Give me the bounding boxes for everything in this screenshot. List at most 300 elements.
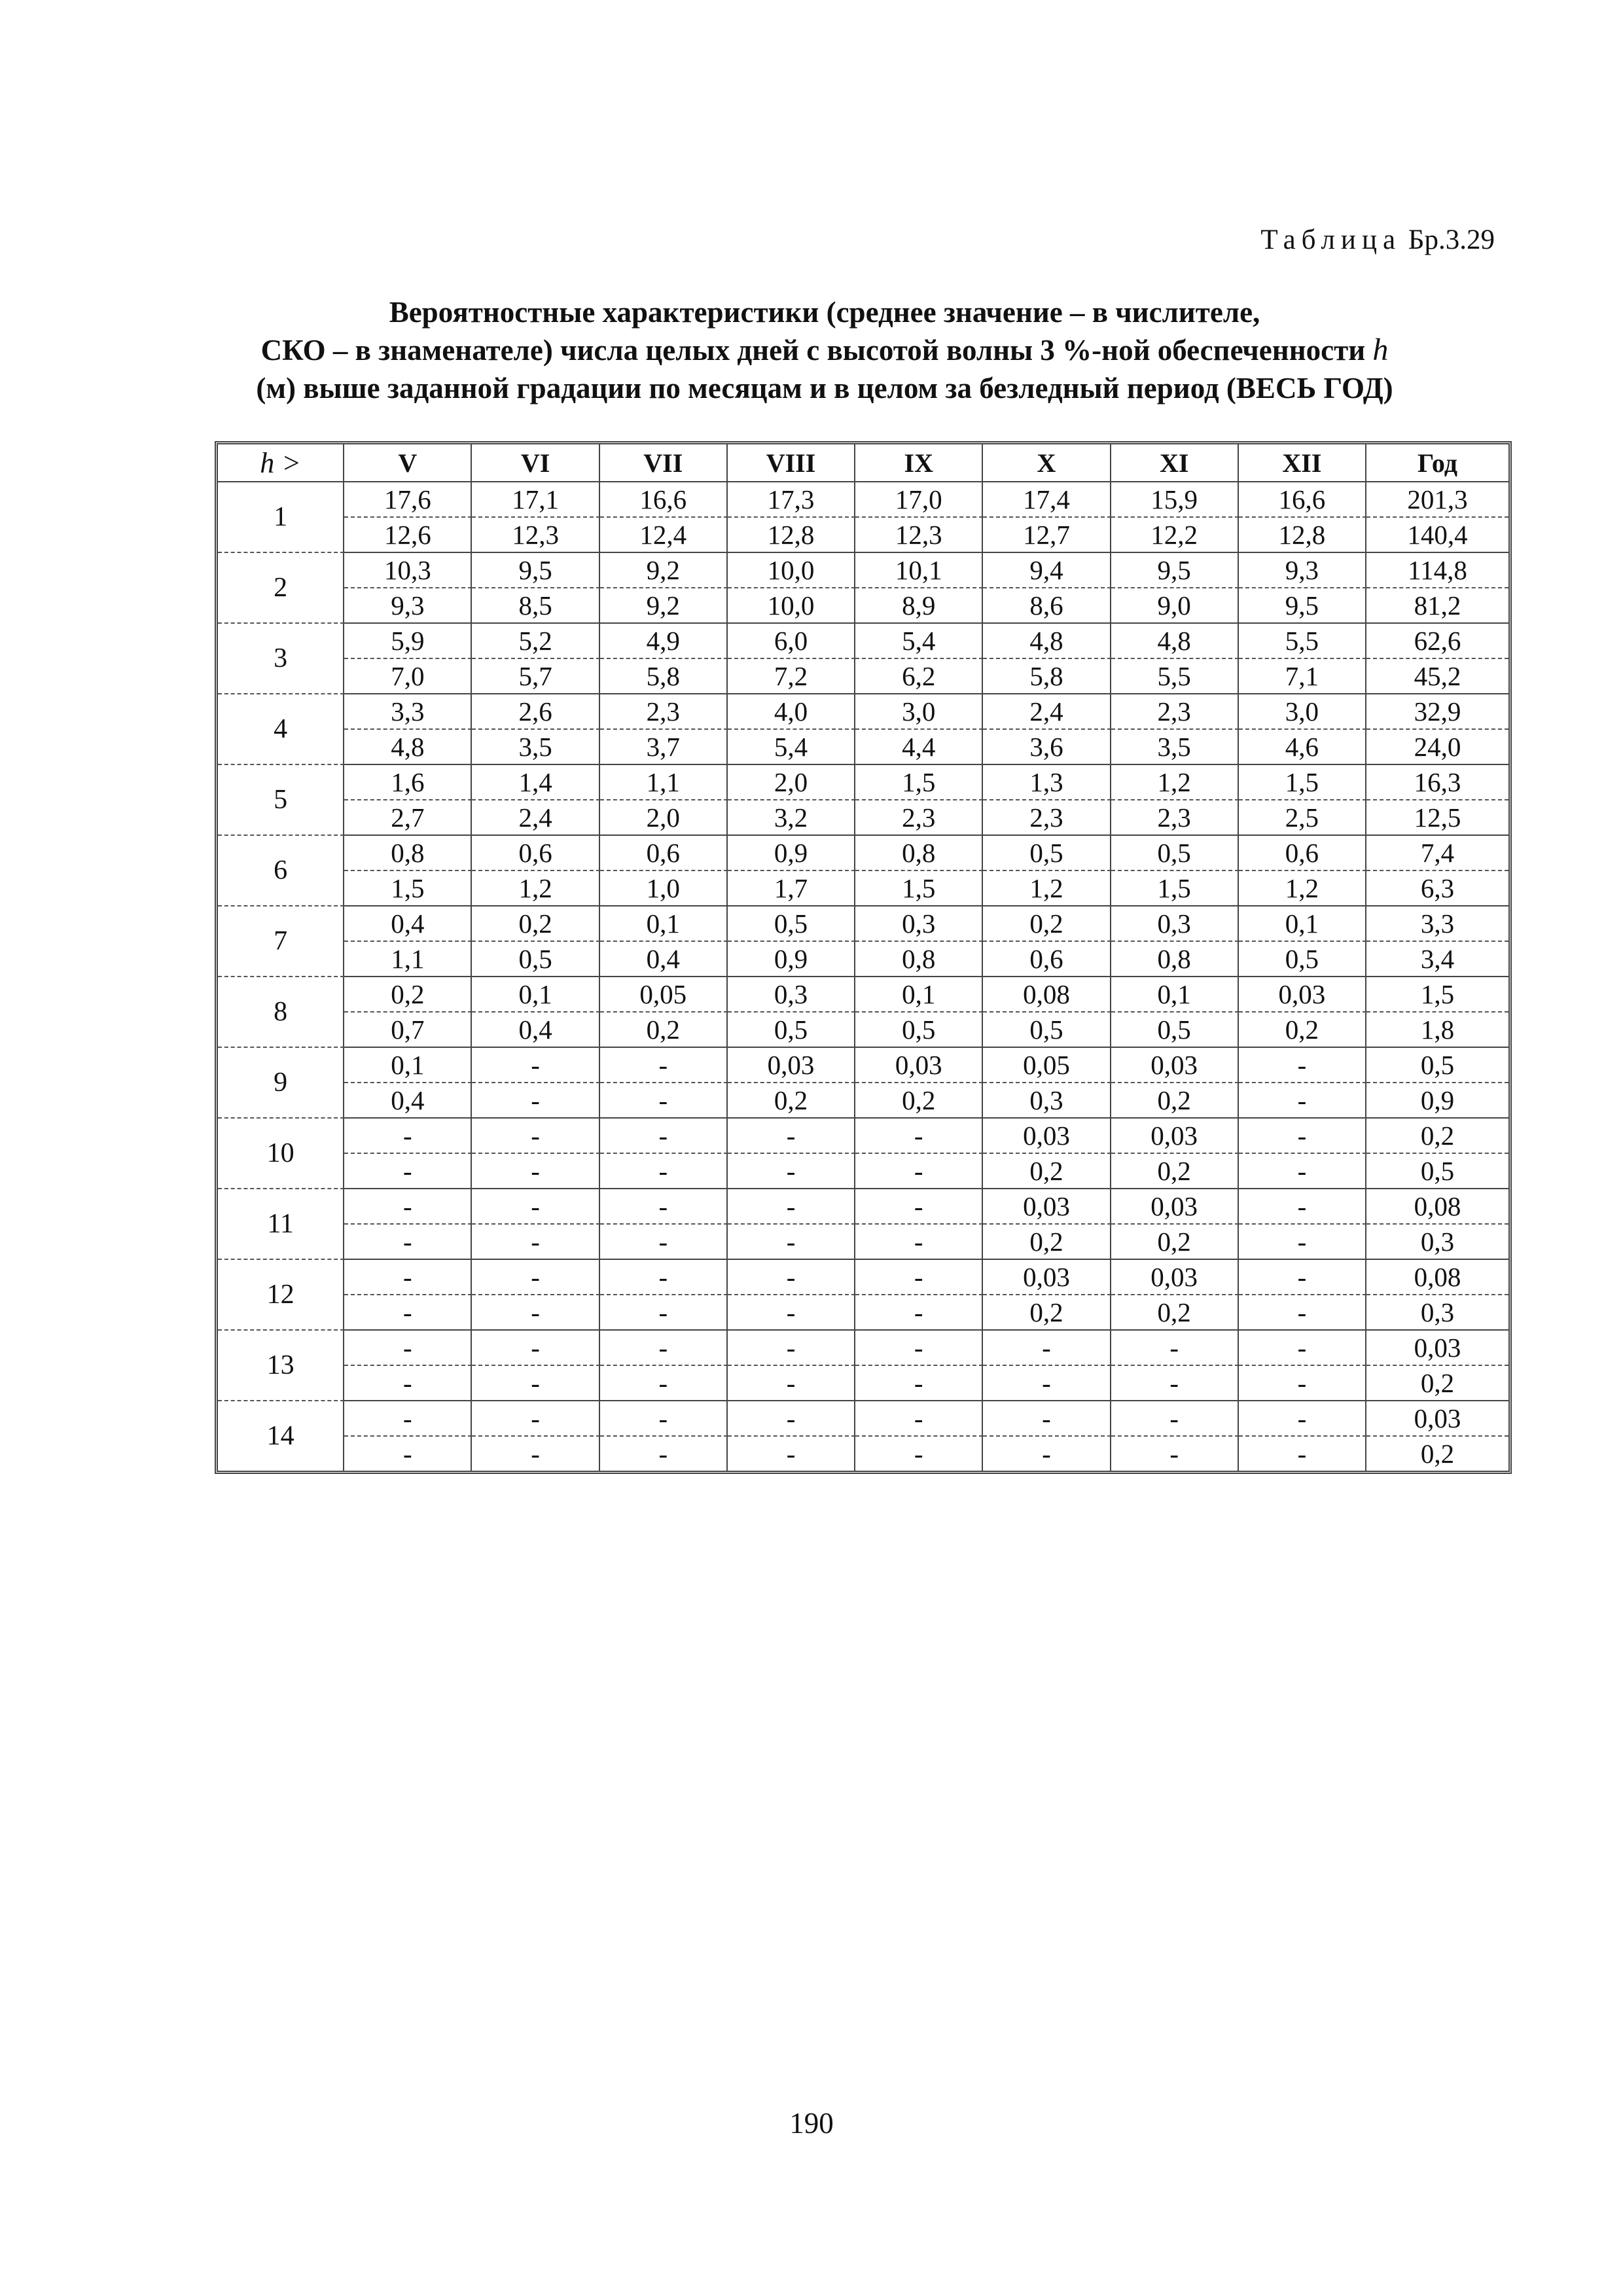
mean-cell: - [600, 1189, 728, 1225]
sd-cell: - [1239, 1083, 1366, 1119]
mean-cell: 16,6 [600, 482, 728, 518]
mean-cell: 0,03 [1239, 977, 1366, 1013]
sd-cell: 1,5 [344, 871, 472, 906]
table-row-sd [218, 1366, 1508, 1401]
mean-cell: 0,2 [472, 906, 599, 942]
mean-cell: 16,6 [1239, 482, 1366, 518]
sd-cell: 0,5 [1111, 1013, 1239, 1048]
mean-cell: - [855, 1401, 983, 1437]
sd-cell: - [600, 1295, 728, 1331]
sd-cell: 12,5 [1366, 800, 1508, 836]
mean-cell: 16,3 [1366, 765, 1508, 800]
mean-cell: 9,4 [983, 553, 1111, 588]
table-row-sd [218, 1295, 1508, 1331]
sd-cell: 45,2 [1366, 659, 1508, 694]
mean-cell: - [600, 1048, 728, 1083]
table-row-mean [218, 553, 1508, 588]
sd-cell: 8,5 [472, 588, 599, 624]
table-row-sd [218, 659, 1508, 694]
row-h-value: 9 [218, 1048, 344, 1119]
mean-cell: - [855, 1189, 983, 1225]
table-row-mean [218, 1119, 1508, 1154]
mean-cell: 1,3 [983, 765, 1111, 800]
header-h: h > [218, 444, 344, 482]
table-row-mean [218, 765, 1508, 800]
row-h-value: 8 [218, 977, 344, 1048]
mean-cell: 0,3 [855, 906, 983, 942]
sd-cell: 0,2 [1420, 1439, 1455, 1469]
sd-cell: 0,4 [344, 1083, 472, 1119]
sd-cell: 0,8 [855, 942, 983, 977]
sd-cell: 0,2 [600, 1013, 728, 1048]
sd-cell: - [855, 1437, 983, 1471]
mean-cell: 1,1 [600, 765, 728, 800]
sd-cell: - [472, 1083, 599, 1119]
mean-cell: - [472, 1189, 599, 1225]
sd-cell: 0,2 [1111, 1225, 1239, 1260]
table-row-sd [218, 1225, 1508, 1260]
mean-cell: 2,0 [728, 765, 855, 800]
mean-cell: 0,08 [983, 977, 1111, 1013]
sd-cell: 2,4 [472, 800, 599, 836]
sd-cell: 0,5 [1366, 1154, 1508, 1189]
sd-cell: - [728, 1437, 855, 1471]
mean-cell: - [728, 1119, 855, 1154]
mean-cell: 114,8 [1366, 553, 1508, 588]
mean-cell: - [855, 1260, 983, 1295]
table-caption [183, 293, 1466, 407]
sd-cell: 0,2 [1366, 1366, 1508, 1401]
sd-cell: - [855, 1225, 983, 1260]
sd-cell: 4,8 [344, 730, 472, 765]
mean-cell: - [983, 1401, 1111, 1437]
sd-cell: 0,5 [728, 1013, 855, 1048]
mean-cell: 0,03 [983, 1189, 1111, 1225]
sd-cell: - [344, 1225, 472, 1260]
mean-cell: 0,03 [1111, 1189, 1239, 1225]
sd-cell: 8,6 [983, 588, 1111, 624]
mean-cell: - [344, 1401, 472, 1437]
sd-cell: 140,4 [1366, 518, 1508, 553]
mean-cell: 0,5 [1111, 836, 1239, 871]
sd-cell: 1,2 [1239, 871, 1366, 906]
mean-cell: - [1111, 1331, 1239, 1366]
mean-cell: 0,8 [344, 836, 472, 871]
sd-cell: 0,2 [983, 1295, 1111, 1331]
sd-cell: 81,2 [1366, 588, 1508, 624]
sd-cell: - [344, 1437, 472, 1471]
sd-cell: 8,9 [855, 588, 983, 624]
sd-cell: 2,3 [1111, 800, 1239, 836]
mean-cell: 9,3 [1239, 553, 1366, 588]
sd-cell: - [600, 1225, 728, 1260]
sd-cell: - [1239, 1225, 1366, 1260]
mean-cell: 0,5 [1366, 1048, 1508, 1083]
mean-cell: - [983, 1331, 1111, 1366]
sd-cell: 12,8 [1239, 518, 1366, 553]
sd-cell: - [1111, 1366, 1239, 1401]
table-row-sd [218, 1154, 1508, 1189]
sd-cell: - [600, 1437, 728, 1471]
sd-cell: - [344, 1295, 472, 1331]
mean-cell: 17,1 [472, 482, 599, 518]
table-row-sd [218, 1083, 1508, 1119]
mean-cell: 9,2 [600, 553, 728, 588]
mean-cell: 5,9 [344, 624, 472, 659]
mean-cell: 6,0 [728, 624, 855, 659]
mean-cell: 0,3 [728, 977, 855, 1013]
mean-cell: 9,5 [472, 553, 599, 588]
mean-cell: 2,4 [983, 694, 1111, 730]
header-col-1: V [344, 444, 472, 482]
table-row-sd [218, 518, 1508, 553]
sd-cell: 3,4 [1366, 942, 1508, 977]
sd-cell: 6,3 [1366, 871, 1508, 906]
sd-cell: 2,3 [855, 800, 983, 836]
sd-cell: 0,3 [1366, 1225, 1508, 1260]
mean-cell: 1,6 [344, 765, 472, 800]
mean-cell: 7,4 [1366, 836, 1508, 871]
sd-cell: 12,2 [1111, 518, 1239, 553]
mean-cell: 0,03 [983, 1260, 1111, 1295]
mean-cell: 4,9 [600, 624, 728, 659]
mean-cell: 0,03 [1111, 1048, 1239, 1083]
mean-cell: 4,8 [1111, 624, 1239, 659]
mean-cell: 0,1 [1111, 977, 1239, 1013]
sd-cell: 2,0 [600, 800, 728, 836]
table-row-mean [218, 694, 1508, 730]
mean-cell: - [728, 1189, 855, 1225]
sd-cell: 0,5 [1239, 942, 1366, 977]
sd-cell: 5,4 [728, 730, 855, 765]
mean-cell: - [1239, 1401, 1366, 1437]
mean-cell: 10,0 [728, 553, 855, 588]
mean-cell: 3,0 [855, 694, 983, 730]
mean-cell: 3,3 [1366, 906, 1508, 942]
sd-cell: 3,5 [1111, 730, 1239, 765]
mean-cell: 17,3 [728, 482, 855, 518]
sd-cell: - [472, 1437, 599, 1471]
sd-cell: 0,2 [1239, 1013, 1366, 1048]
header-col-8: XII [1239, 444, 1366, 482]
sd-cell: 9,3 [344, 588, 472, 624]
mean-cell: 201,3 [1366, 482, 1508, 518]
sd-cell: 2,3 [983, 800, 1111, 836]
sd-cell: 2,7 [344, 800, 472, 836]
mean-cell: - [344, 1260, 472, 1295]
sd-cell: 1,7 [728, 871, 855, 906]
mean-cell: - [855, 1331, 983, 1366]
sd-cell: 1,5 [1111, 871, 1239, 906]
mean-cell: 0,2 [983, 906, 1111, 942]
mean-cell: 1,5 [1366, 977, 1508, 1013]
sd-cell: 0,2 [983, 1154, 1111, 1189]
mean-cell: 9,5 [1111, 553, 1239, 588]
caption-line-2-text: СКО – в знаменателе) числа целых дней с высотой волны 3 %-ной обеспеченности [260, 334, 1366, 367]
row-h-value: 13 [218, 1331, 344, 1401]
sd-cell: 0,5 [983, 1013, 1111, 1048]
sd-cell: 0,9 [728, 942, 855, 977]
mean-cell: 0,03 [983, 1119, 1111, 1154]
sd-cell: 4,4 [855, 730, 983, 765]
mean-cell: 4,0 [728, 694, 855, 730]
mean-cell: 0,03 [855, 1048, 983, 1083]
sd-cell: 7,0 [344, 659, 472, 694]
mean-cell: 0,6 [472, 836, 599, 871]
header-row [218, 444, 1508, 482]
mean-cell: 0,1 [344, 1048, 472, 1083]
sd-cell: - [1239, 1437, 1366, 1471]
table-row-mean [218, 1260, 1508, 1295]
sd-cell: 9,2 [600, 588, 728, 624]
table-body [218, 482, 1508, 1471]
sd-cell: - [472, 1154, 599, 1189]
mean-cell: 0,1 [600, 906, 728, 942]
mean-cell: 0,2 [344, 977, 472, 1013]
row-h-value: 14 [218, 1401, 344, 1471]
sd-cell: 3,2 [728, 800, 855, 836]
mean-cell: - [1239, 1048, 1366, 1083]
mean-cell: - [600, 1119, 728, 1154]
sd-cell: 3,6 [983, 730, 1111, 765]
sd-cell: - [728, 1154, 855, 1189]
sd-cell: 0,2 [983, 1225, 1111, 1260]
mean-cell: 17,0 [855, 482, 983, 518]
sd-cell: - [855, 1366, 983, 1401]
sd-cell: - [600, 1366, 728, 1401]
sd-cell: 5,5 [1111, 659, 1239, 694]
mean-cell: 32,9 [1366, 694, 1508, 730]
mean-cell: 0,6 [600, 836, 728, 871]
mean-cell: - [472, 1119, 599, 1154]
sd-cell: - [472, 1225, 599, 1260]
sd-cell: 5,7 [472, 659, 599, 694]
mean-cell: 0,03 [1366, 1331, 1508, 1366]
table-row-sd [218, 871, 1508, 906]
mean-cell: 0,08 [1366, 1189, 1508, 1225]
sd-cell: - [472, 1366, 599, 1401]
mean-cell: 4,8 [983, 624, 1111, 659]
table-row-mean [218, 1331, 1508, 1366]
table-row-mean [218, 482, 1508, 518]
sd-cell: - [1111, 1437, 1239, 1471]
table-row-sd [218, 588, 1508, 624]
sd-cell: 0,2 [1111, 1154, 1239, 1189]
sd-cell: - [983, 1366, 1111, 1401]
mean-cell: 0,6 [1239, 836, 1366, 871]
sd-cell: 12,8 [728, 518, 855, 553]
caption-line-3: (м) выше заданной градации по месяцам и в целом за безледный период (ВЕСЬ ГОД) [256, 372, 1393, 404]
data-table [215, 441, 1512, 1474]
header-col-6: X [983, 444, 1111, 482]
sd-cell: - [600, 1154, 728, 1189]
mean-cell: - [344, 1119, 472, 1154]
sd-cell: 0,8 [1111, 942, 1239, 977]
sd-cell: 0,3 [983, 1083, 1111, 1119]
header-col-9: Год [1366, 444, 1508, 482]
mean-cell: 17,6 [344, 482, 472, 518]
sd-cell: 5,8 [983, 659, 1111, 694]
mean-cell: 0,03 [1111, 1260, 1239, 1295]
sd-cell: 24,0 [1366, 730, 1508, 765]
sd-cell: - [600, 1083, 728, 1119]
mean-cell: - [728, 1331, 855, 1366]
sd-cell: 1,2 [472, 871, 599, 906]
row-h-value: 4 [218, 694, 344, 765]
table-row-sd [218, 942, 1508, 977]
sd-cell: - [472, 1295, 599, 1331]
mean-cell: 0,08 [1366, 1260, 1508, 1295]
sd-cell: - [728, 1295, 855, 1331]
row-h-value: 12 [218, 1260, 344, 1331]
mean-cell: - [472, 1331, 599, 1366]
sd-cell: 6,2 [855, 659, 983, 694]
sd-cell: 0,2 [1111, 1083, 1239, 1119]
table-row-mean [218, 624, 1508, 659]
row-h-value: 2 [218, 553, 344, 624]
sd-cell: - [855, 1295, 983, 1331]
sd-cell: 12,3 [472, 518, 599, 553]
table-row-mean [218, 1401, 1508, 1437]
header-col-5: IX [855, 444, 983, 482]
mean-cell: 10,1 [855, 553, 983, 588]
sd-cell: 5,8 [600, 659, 728, 694]
page-number: 190 [789, 2107, 834, 2140]
sd-cell: - [983, 1437, 1111, 1471]
table-row-sd [218, 800, 1508, 836]
sd-cell: - [728, 1366, 855, 1401]
mean-cell: 1,2 [1111, 765, 1239, 800]
sd-cell: 1,1 [344, 942, 472, 977]
sd-cell: 1,5 [855, 871, 983, 906]
data-table-container [215, 441, 1512, 1474]
row-h-value: 6 [218, 836, 344, 906]
sd-cell: - [344, 1154, 472, 1189]
table-row-mean [218, 1189, 1508, 1225]
table-row-sd [218, 1437, 1508, 1471]
mean-cell: - [472, 1048, 599, 1083]
sd-cell: - [344, 1366, 472, 1401]
mean-cell: - [472, 1401, 599, 1437]
mean-cell: - [600, 1260, 728, 1295]
sd-cell: 0,3 [1366, 1295, 1508, 1331]
mean-cell: - [728, 1401, 855, 1437]
caption-line-2 [183, 331, 1466, 369]
sd-cell: 1,2 [983, 871, 1111, 906]
sd-cell: 9,5 [1239, 588, 1366, 624]
mean-cell: - [1239, 1189, 1366, 1225]
sd-cell: 3,7 [600, 730, 728, 765]
mean-cell: - [344, 1331, 472, 1366]
table-label [1260, 224, 1495, 256]
sd-cell: - [1239, 1366, 1366, 1401]
mean-cell: 0,03 [1111, 1119, 1239, 1154]
mean-cell: 3,3 [344, 694, 472, 730]
mean-cell: - [855, 1119, 983, 1154]
mean-cell: 2,3 [1111, 694, 1239, 730]
caption-variable-h: h [1372, 332, 1389, 367]
mean-cell: 0,05 [600, 977, 728, 1013]
sd-cell: - [1239, 1295, 1366, 1331]
sd-cell: 0,2 [855, 1083, 983, 1119]
mean-cell: - [1111, 1401, 1239, 1437]
table-row-mean [218, 1048, 1508, 1083]
mean-cell: 0,2 [1366, 1119, 1508, 1154]
sd-cell: 0,2 [1111, 1295, 1239, 1331]
mean-cell: 0,4 [344, 906, 472, 942]
sd-cell: 10,0 [728, 588, 855, 624]
row-h-value: 3 [218, 624, 344, 694]
table-label-word: Таблица [1260, 224, 1402, 255]
sd-cell: 0,4 [600, 942, 728, 977]
mean-cell: 1,4 [472, 765, 599, 800]
header-col-4: VIII [728, 444, 855, 482]
sd-cell: 0,5 [855, 1013, 983, 1048]
mean-cell: 3,0 [1239, 694, 1366, 730]
table-row-mean [218, 906, 1508, 942]
sd-cell: 12,6 [344, 518, 472, 553]
mean-cell: - [472, 1260, 599, 1295]
sd-cell: 7,1 [1239, 659, 1366, 694]
table-label-number: Бр.3.29 [1408, 224, 1495, 255]
sd-cell: 1,0 [600, 871, 728, 906]
sd-cell: - [855, 1154, 983, 1189]
mean-cell: - [1239, 1331, 1366, 1366]
sd-cell: 0,6 [983, 942, 1111, 977]
mean-cell: - [344, 1189, 472, 1225]
mean-cell: 0,03 [1366, 1401, 1508, 1437]
mean-cell: 0,8 [855, 836, 983, 871]
row-h-value: 7 [218, 906, 344, 977]
mean-cell: 0,03 [728, 1048, 855, 1083]
mean-cell: 17,4 [983, 482, 1111, 518]
sd-cell: 2,5 [1239, 800, 1366, 836]
mean-cell: - [600, 1401, 728, 1437]
mean-cell: 0,5 [983, 836, 1111, 871]
sd-cell: 7,2 [728, 659, 855, 694]
mean-cell: - [728, 1260, 855, 1295]
table-row-mean [218, 836, 1508, 871]
mean-cell: 0,3 [1111, 906, 1239, 942]
row-h-value: 5 [218, 765, 344, 836]
header-col-2: VI [472, 444, 599, 482]
table-row-sd [218, 730, 1508, 765]
sd-cell: 12,3 [855, 518, 983, 553]
sd-cell: 9,0 [1111, 588, 1239, 624]
mean-cell: 0,9 [728, 836, 855, 871]
sd-cell: - [728, 1225, 855, 1260]
mean-cell: 0,1 [1239, 906, 1366, 942]
mean-cell: 0,05 [983, 1048, 1111, 1083]
mean-cell: 5,5 [1239, 624, 1366, 659]
sd-cell: 1,8 [1366, 1013, 1508, 1048]
header-col-3: VII [600, 444, 728, 482]
header-col-7: XI [1111, 444, 1239, 482]
table-row-sd [218, 1013, 1508, 1048]
sd-cell: 12,7 [983, 518, 1111, 553]
mean-cell: 5,2 [472, 624, 599, 659]
sd-cell: 12,4 [600, 518, 728, 553]
sd-cell: 3,5 [472, 730, 599, 765]
sd-cell: 0,7 [344, 1013, 472, 1048]
caption-line-1: Вероятностные характеристики (среднее значение – в числителе, [389, 296, 1260, 329]
mean-cell: 1,5 [855, 765, 983, 800]
mean-cell: - [1239, 1119, 1366, 1154]
table-row-mean [218, 977, 1508, 1013]
mean-cell: 0,5 [728, 906, 855, 942]
mean-cell: 0,1 [472, 977, 599, 1013]
mean-cell: 2,6 [472, 694, 599, 730]
